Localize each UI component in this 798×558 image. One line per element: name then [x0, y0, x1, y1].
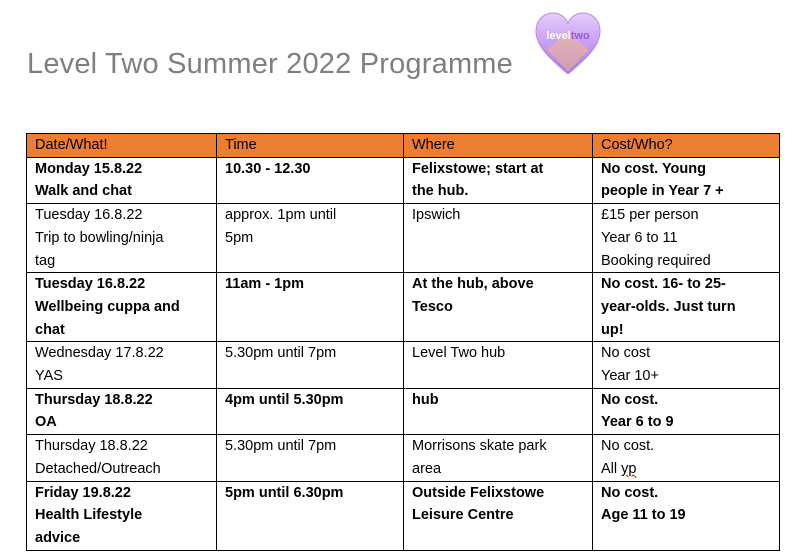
cell-where	[404, 388, 593, 434]
programme-table	[26, 133, 780, 551]
cell-line: OA	[35, 414, 57, 431]
cell-line: Thursday 18.8.22	[35, 438, 148, 455]
cell-where	[404, 157, 593, 203]
cell-line: Walk and chat	[35, 183, 132, 200]
cell-line: Tuesday 16.8.22	[35, 207, 143, 224]
cell-line: 4pm until 5.30pm	[225, 391, 344, 408]
header-where: Where	[404, 134, 593, 158]
table-row	[27, 204, 780, 273]
cell-line: No cost.	[601, 438, 655, 455]
cell-line: Felixstowe; start at	[412, 160, 544, 177]
cell-line: Year 6 to 11	[601, 229, 678, 246]
cell-line: Wednesday 17.8.22	[35, 345, 164, 362]
cell-time	[217, 481, 404, 550]
cell-line: 5pm	[225, 229, 254, 246]
page-title: Level Two Summer 2022 Programme	[27, 48, 513, 80]
cell-date-what	[27, 273, 217, 342]
cell-where	[404, 481, 593, 550]
cell-line: Year 6 to 9	[601, 414, 674, 431]
cell-cost-who	[593, 273, 780, 342]
cell-cost-who	[593, 342, 780, 388]
header-date: Date/What!	[27, 134, 217, 158]
cell-line: No cost. Young	[601, 160, 706, 177]
table-body	[27, 157, 780, 550]
logo-word-two: two	[570, 30, 590, 42]
cell-line: Ipswich	[412, 207, 461, 224]
cell-line: At the hub, above	[412, 276, 534, 293]
cell-line: No cost. 16- to 25-	[601, 276, 726, 293]
cell-line: year-olds. Just turn	[601, 298, 736, 315]
cell-line: Leisure Centre	[412, 507, 514, 524]
cell-line: Age 11 to 19	[601, 507, 686, 524]
cell-line: 5.30pm until 7pm	[225, 438, 337, 455]
header-time: Time	[217, 134, 404, 158]
cell-line: Health Lifestyle	[35, 507, 143, 524]
cell-line: 5pm until 6.30pm	[225, 484, 344, 501]
table-row	[27, 435, 780, 481]
cell-line: Trip to bowling/ninja	[35, 229, 164, 246]
table-row	[27, 481, 780, 550]
cell-cost-who	[593, 388, 780, 434]
spelling-mark: yp	[621, 460, 637, 477]
cell-cost-who	[593, 435, 780, 481]
cell-line: Year 10+	[601, 368, 659, 385]
header-cost: Cost/Who?	[593, 134, 780, 158]
cell-line: tag	[35, 252, 56, 269]
logo-word-level: level	[546, 30, 571, 42]
cell-line: area	[412, 460, 442, 477]
cell-time	[217, 273, 404, 342]
cell-line: Level Two hub	[412, 345, 506, 362]
cell-date-what	[27, 204, 217, 273]
cell-line: £15 per person	[601, 207, 699, 224]
heart-icon	[533, 10, 603, 80]
cell-line: No cost	[601, 345, 651, 362]
cell-line: Tuesday 16.8.22	[35, 276, 146, 293]
cell-line: 5.30pm until 7pm	[225, 345, 337, 362]
cell-line: hub	[412, 391, 439, 408]
cell-line: Detached/Outreach	[35, 460, 161, 477]
cell-where	[404, 204, 593, 273]
cell-line: Tesco	[412, 298, 453, 315]
cell-where	[404, 342, 593, 388]
cell-date-what	[27, 481, 217, 550]
cell-line: No cost.	[601, 391, 659, 408]
cell-cost-who	[593, 481, 780, 550]
level-two-logo	[533, 10, 603, 80]
cell-line: Outside Felixstowe	[412, 484, 545, 501]
cell-time	[217, 388, 404, 434]
table-row	[27, 157, 780, 203]
cell-line: the hub.	[412, 183, 469, 200]
table-row	[27, 273, 780, 342]
cell-line: 11am - 1pm	[225, 276, 304, 293]
cell-line: approx. 1pm until	[225, 207, 337, 224]
cell-time	[217, 342, 404, 388]
cell-line: chat	[35, 321, 65, 338]
cell-line: Morrisons skate park	[412, 438, 547, 455]
cell-line: Thursday 18.8.22	[35, 391, 153, 408]
table-row	[27, 342, 780, 388]
cell-line: Monday 15.8.22	[35, 160, 143, 177]
cell-cost-who	[593, 204, 780, 273]
cell-where	[404, 273, 593, 342]
cell-where	[404, 435, 593, 481]
cell-time	[217, 157, 404, 203]
cell-line: Wellbeing cuppa and	[35, 298, 180, 315]
cell-time	[217, 204, 404, 273]
cell-line: advice	[35, 529, 81, 546]
cell-line: people in Year 7 +	[601, 183, 724, 200]
cell-line: YAS	[35, 368, 63, 385]
cell-time	[217, 435, 404, 481]
cell-date-what	[27, 157, 217, 203]
logo-wordmark	[533, 30, 603, 42]
cell-date-what	[27, 342, 217, 388]
cell-line: 10.30 - 12.30	[225, 160, 311, 177]
cell-line: Booking required	[601, 252, 711, 269]
cell-date-what	[27, 435, 217, 481]
cell-date-what	[27, 388, 217, 434]
cell-line: All yp	[601, 460, 637, 477]
cell-line: Friday 19.8.22	[35, 484, 131, 501]
table-row	[27, 388, 780, 434]
cell-line: up!	[601, 321, 624, 338]
table-header-row	[27, 134, 780, 158]
cell-line: No cost.	[601, 484, 659, 501]
cell-cost-who	[593, 157, 780, 203]
